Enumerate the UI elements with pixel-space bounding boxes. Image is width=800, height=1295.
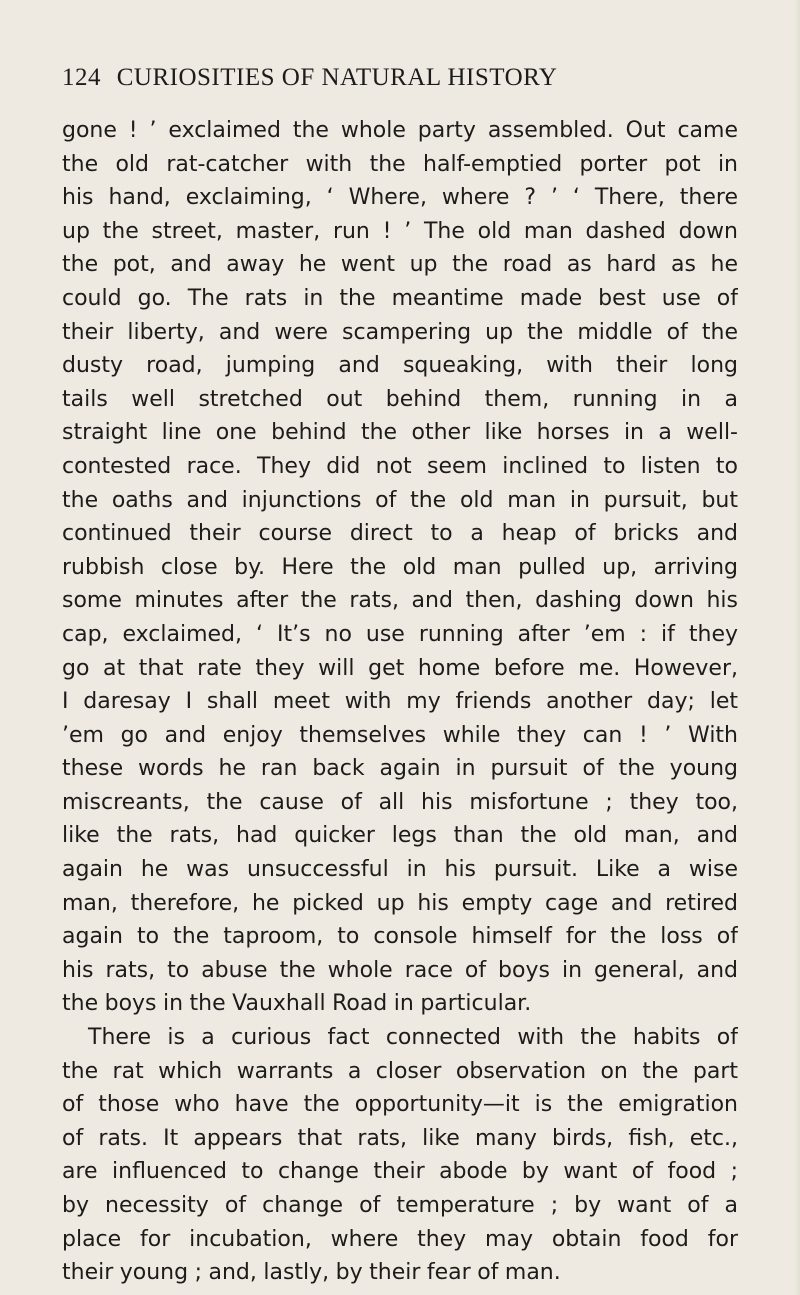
text-line: the oaths and injunctions of the old man in pursuit, but bbox=[62, 487, 738, 513]
text-line: again he was unsuccessful in his pursuit. Like a wise bbox=[62, 857, 738, 883]
text-line: up the street, master, run ! ’ The old man dashed down bbox=[62, 218, 738, 244]
text-line: the rat which warrants a closer observation on the part bbox=[62, 1058, 738, 1084]
text-line: I daresay I shall meet with my friends another day; let bbox=[62, 689, 738, 715]
paragraph-end-line: their young ; and, lastly, by their fear of man. bbox=[62, 1260, 561, 1286]
text-line: his rats, to abuse the whole race of boys in general, and bbox=[62, 957, 738, 983]
text-line: these words he ran back again in pursuit of the young bbox=[62, 756, 738, 782]
text-line: gone ! ’ exclaimed the whole party assembled. Out came bbox=[62, 118, 738, 143]
page-number: 124 bbox=[62, 64, 101, 91]
text-line: go at that rate they will get home before me. However, bbox=[62, 655, 738, 681]
text-line: could go. The rats in the meantime made best use of bbox=[62, 285, 738, 311]
text-line: some minutes after the rats, and then, dashing down his bbox=[62, 588, 738, 614]
text-line: rubbish close by. Here the old man pulled up, arriving bbox=[62, 554, 738, 580]
text-line: like the rats, had quicker legs than the old man, and bbox=[62, 823, 738, 849]
text-line: their liberty, and were scampering up the middle of the bbox=[62, 319, 738, 345]
text-line: of rats. It appears that rats, like many birds, fish, etc., bbox=[62, 1125, 738, 1151]
paragraph-end-line: the boys in the Vauxhall Road in particular. bbox=[62, 991, 532, 1017]
text-line: of those who have the opportunity—it is the emigration bbox=[62, 1092, 738, 1118]
text-line: the pot, and away he went up the road as hard as he bbox=[62, 252, 738, 278]
text-line: place for incubation, where they may obtain food for bbox=[62, 1226, 738, 1252]
text-line: cap, exclaimed, ‘ It’s no use running after ’em : if they bbox=[62, 621, 738, 647]
text-line: dusty road, jumping and squeaking, with their long bbox=[62, 353, 738, 379]
text-line: continued their course direct to a heap of bricks and bbox=[62, 521, 738, 547]
body-text bbox=[62, 114, 738, 1290]
text-line: contested race. They did not seem inclined to listen to bbox=[62, 453, 738, 479]
text-line: are influenced to change their abode by want of food ; bbox=[62, 1159, 738, 1185]
text-line: ’em go and enjoy themselves while they can ! ’ With bbox=[62, 722, 738, 748]
text-line: his hand, exclaiming, ‘ Where, where ? ’ ‘ There, there bbox=[62, 185, 738, 211]
text-line: by necessity of change of temperature ; by want of a bbox=[62, 1193, 738, 1218]
text-line: the old rat-catcher with the half-emptied porter pot in bbox=[62, 151, 738, 177]
text-line: man, therefore, he picked up his empty cage and retired bbox=[62, 890, 738, 916]
text-line: tails well stretched out behind them, running in a bbox=[62, 386, 738, 412]
running-head: CURIOSITIES OF NATURAL HISTORY bbox=[116, 64, 558, 91]
paragraph-start-line: There is a curious fact connected with the habits of bbox=[88, 1025, 738, 1051]
text-line: again to the taproom, to console himself for the loss of bbox=[62, 924, 738, 950]
text-line: miscreants, the cause of all his misfortune ; they too, bbox=[62, 789, 738, 815]
page-header bbox=[62, 61, 742, 95]
text-line: straight line one behind the other like horses in a well- bbox=[62, 420, 738, 446]
